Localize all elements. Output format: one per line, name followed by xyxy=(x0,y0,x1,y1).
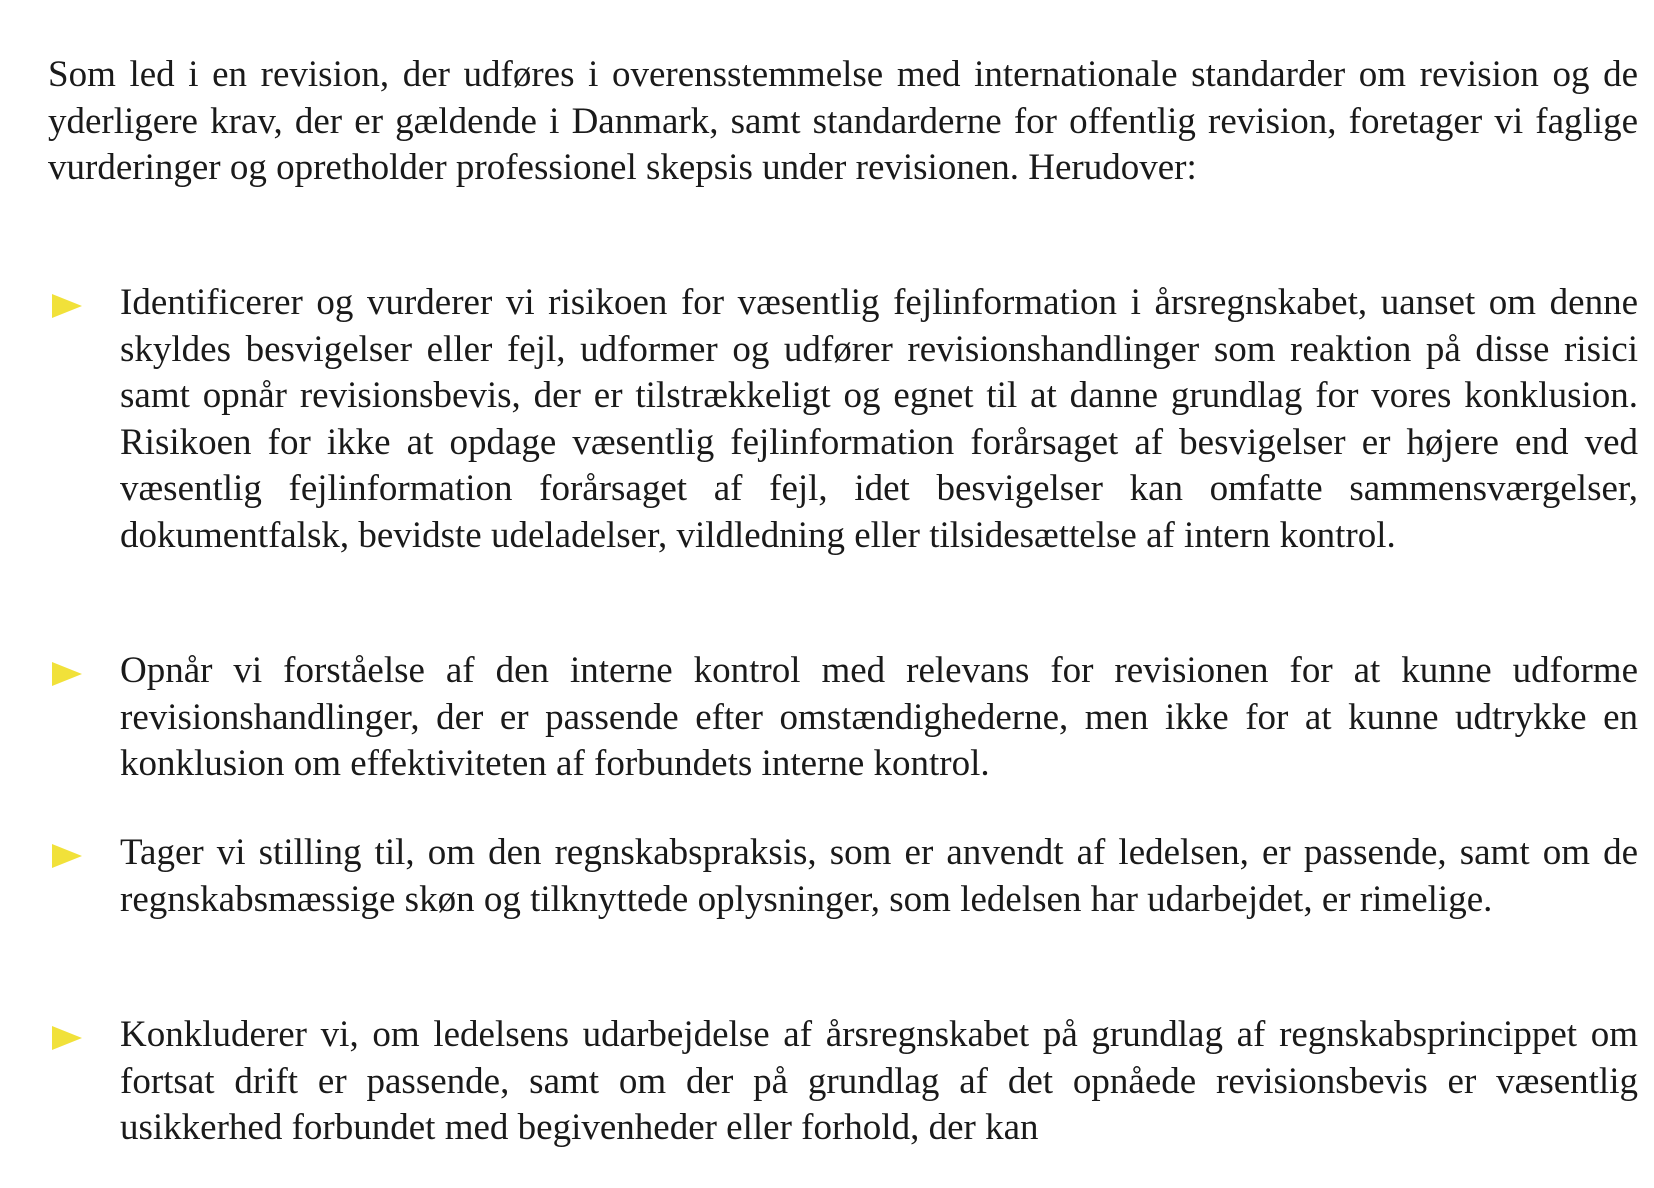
list-item-text: Tager vi stilling til, om den regnskabspraksis, som er anvendt af ledelsen, er passende, samt om de regnskabsmæssige skøn og tilknyttede oplysninger, som ledelsen har udarbejdet, er rimelige. xyxy=(120,832,1638,920)
triangle-bullet-icon xyxy=(52,294,82,318)
list-item xyxy=(48,1012,1638,1152)
list-item xyxy=(48,648,1638,788)
triangle-bullet-icon xyxy=(52,844,82,868)
list-item-text: Konkluderer vi, om ledelsens udarbejdelse af årsregnskabet på grundlag af regnskabsprincippet om fortsat drift er passende, samt om der på grundlag af det opnåede revisionsbevis er væsentlig usikkerhed forbundet med begivenheder eller forhold, der kan xyxy=(120,1014,1638,1148)
list-item xyxy=(48,830,1638,923)
intro-paragraph: Som led i en revision, der udføres i overensstemmelse med internationale standarder om revision og de yderligere krav, der er gældende i Danmark, samt standarderne for offentlig revision, foretager vi faglige vurderinger og opretholder professionel skepsis under revisionen. Herudover: xyxy=(48,54,1638,188)
triangle-bullet-icon xyxy=(52,1026,82,1050)
list-item xyxy=(48,280,1638,559)
list-item-text: Opnår vi forståelse af den interne kontrol med relevans for revisionen for at kunne udforme revisionshandlinger, der er passende efter omstændighederne, men ikke for at kunne udtrykke en konklusion om effektiviteten af forbundets interne kontrol. xyxy=(120,650,1638,784)
triangle-bullet-icon xyxy=(52,662,82,686)
list-item-text: Identificerer og vurderer vi risikoen for væsentlig fejlinformation i årsregnskabet, uanset om denne skyldes besvigelser eller fejl, udformer og udfører revisionshandlinger som reaktion på disse risici samt opnår revisionsbevis, der er tilstrækkeligt og egnet til at danne grundlag for vores konklusion. Risikoen for ikke at opdage væsentlig fejlinformation forårsaget af besvigelser er højere end ved væsentlig fejlinformation forårsaget af fejl, idet besvigelser kan omfatte sammensværgelser, dokumentfalsk, bevidste udeladelser, vildledning eller tilsidesættelse af intern kontrol. xyxy=(120,282,1638,556)
